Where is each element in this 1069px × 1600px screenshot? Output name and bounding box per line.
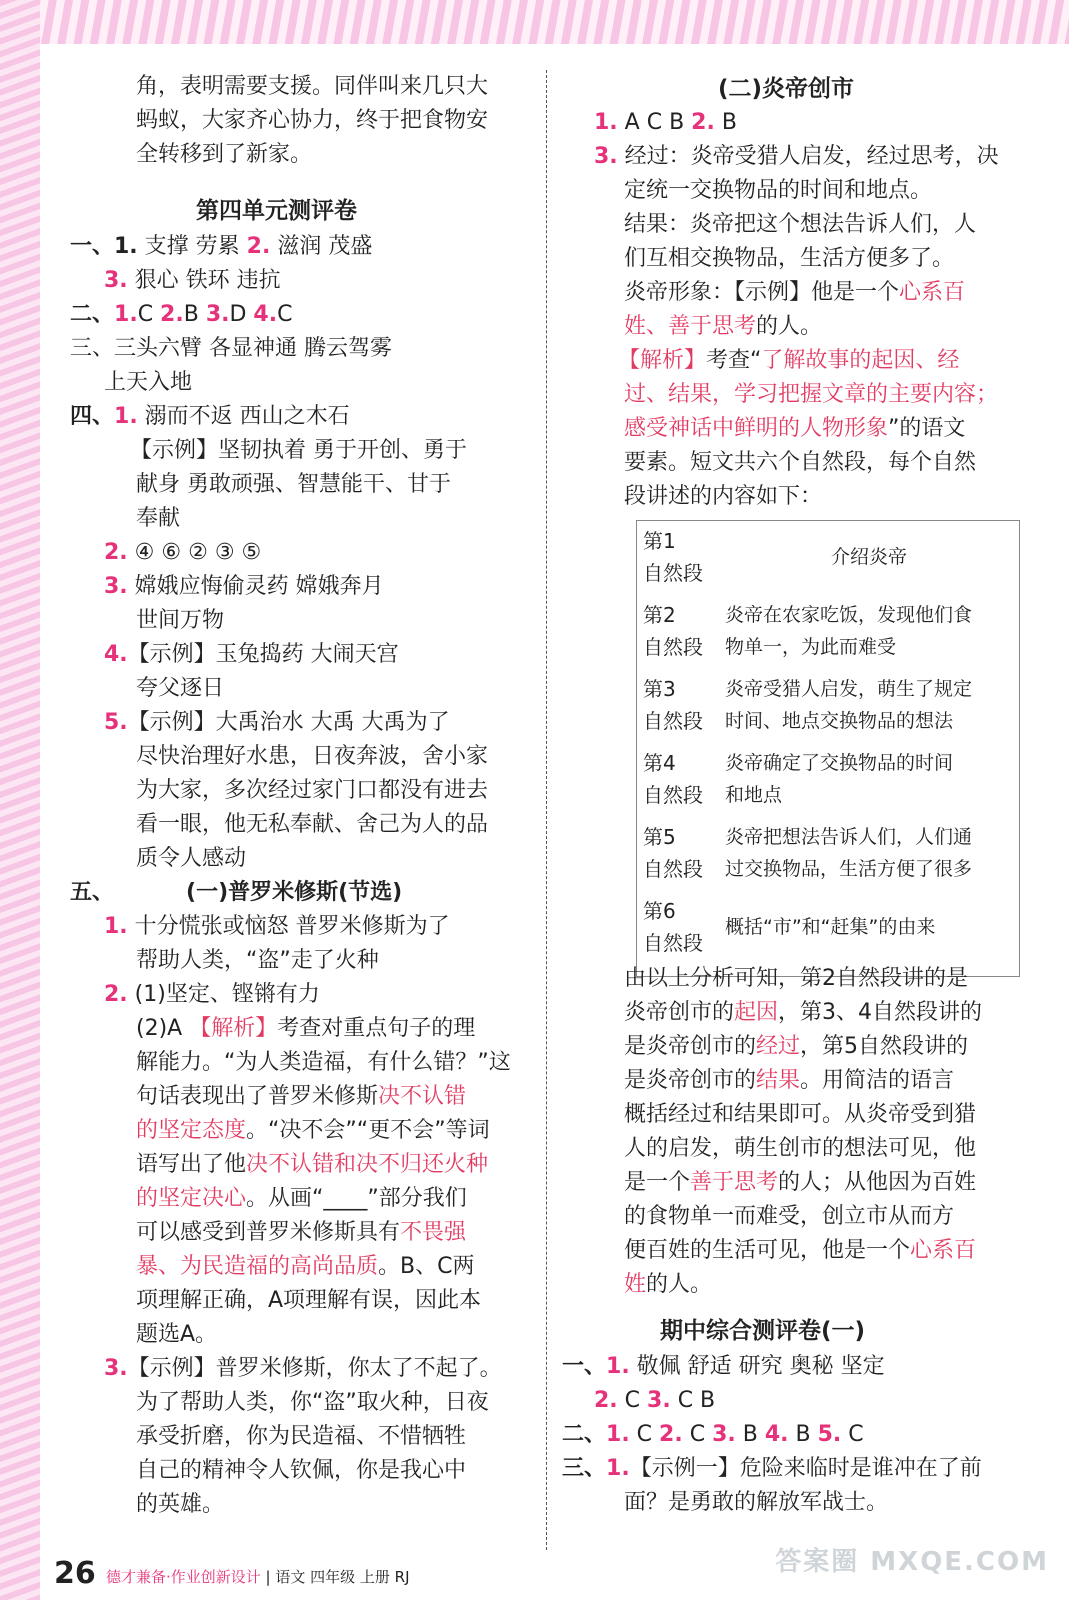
answer-line: 【示例】坚韧执着 勇于开创、勇于 xyxy=(130,438,467,463)
answer-line: 质令人感动 xyxy=(136,846,247,871)
analysis-line: 便百姓的生活可见，他是一个心系百 xyxy=(624,1238,977,1263)
footer-subject: | 语文 四年级 上册 RJ xyxy=(260,1568,410,1586)
answer-line: 解能力。“为人类造福，有什么错？”这 xyxy=(136,1050,511,1075)
analysis-line: 是一个善于思考的人；从他因为百姓 xyxy=(624,1170,977,1195)
analysis-line: 是炎帝创市的经过，第5自然段讲的 xyxy=(624,1034,969,1059)
top-decorative-border xyxy=(0,0,1069,44)
column-divider xyxy=(546,70,547,1550)
answer-line: 3.【示例】普罗米修斯，你太了不起了。 xyxy=(104,1356,502,1381)
answer-line: 题选A。 xyxy=(136,1322,218,1347)
answer-line: 1. 十分慌张或恼怒 普罗米修斯为了 xyxy=(104,914,450,939)
answer-line: 三、1.【示例一】危险来临时是谁冲在了前 xyxy=(562,1456,982,1481)
answer-line: 二、1.C 2.B 3.D 4.C xyxy=(70,302,293,327)
answer-line: 的英雄。 xyxy=(136,1492,225,1517)
answer-line: 们互相交换物品，生活方便多了。 xyxy=(624,246,955,271)
table-row-content: 炎帝把想法告诉人们，人们通 过交换物品，生活方便了很多 xyxy=(725,826,973,880)
answer-line: 一、1. 支撑 劳累 2. 滋润 茂盛 xyxy=(70,234,373,259)
section-header: 五、 (一)普罗米修斯(节选) xyxy=(70,880,403,905)
analysis-line: 感受神话中鲜明的人物形象”的语文 xyxy=(624,416,966,441)
table-row-label: 第4 自然段 xyxy=(643,751,703,807)
analysis-line: 人的启发，萌生创市的想法可见，他 xyxy=(624,1136,977,1161)
analysis-line: 由以上分析可知，第2自然段讲的是 xyxy=(624,966,968,991)
answer-line: 帮助人类，“盗”走了火种 xyxy=(136,948,379,973)
answer-line: (2)A 【解析】考查对重点句子的理 xyxy=(136,1016,476,1041)
unit4-title: 第四单元测评卷 xyxy=(196,198,357,224)
answer-line: 可以感受到普罗米修斯具有不畏强 xyxy=(136,1220,467,1245)
answer-line: 的坚定决心。从画“____”部分我们 xyxy=(136,1186,467,1211)
answer-line: 承受折磨，你为民造福、不惜牺牲 xyxy=(136,1424,467,1449)
table-row-label: 第2 自然段 xyxy=(643,603,703,659)
answer-line: 奉献 xyxy=(136,506,181,531)
answer-line: 看一眼，他无私奉献、舍己为人的品 xyxy=(136,812,489,837)
table-row-label: 第1 自然段 xyxy=(643,529,703,585)
analysis-line: 要素。短文共六个自然段，每个自然 xyxy=(624,450,977,475)
text-line: 全转移到了新家。 xyxy=(136,142,313,167)
answer-line: 项理解正确，A项理解有误，因此本 xyxy=(136,1288,482,1313)
answer-line: 暴、为民造福的高尚品质。B、C两 xyxy=(136,1254,475,1279)
answer-line: 的坚定态度。“决不会”“更不会”等词 xyxy=(136,1118,490,1143)
answer-line: 句话表现出了普罗米修斯决不认错 xyxy=(136,1084,467,1109)
analysis-line: 段讲述的内容如下： xyxy=(624,484,823,509)
answer-line: 结果：炎帝把这个想法告诉人们，人 xyxy=(624,212,977,237)
answer-line: 3. 嫦娥应悔偷灵药 嫦娥奔月 xyxy=(104,574,384,599)
answer-line: 5.【示例】大禹治水 大禹 大禹为了 xyxy=(104,710,450,735)
answer-line: 4.【示例】玉兔捣药 大闹天宫 xyxy=(104,642,399,667)
answer-line: 自己的精神令人钦佩，你是我心中 xyxy=(136,1458,467,1483)
text-line: 蚂蚁，大家齐心协力，终于把食物安 xyxy=(136,108,489,133)
answer-line: 2. (1)坚定、铿锵有力 xyxy=(104,982,320,1007)
table-row-content: 炎帝在农家吃饭，发现他们食 物单一，为此而难受 xyxy=(725,604,973,658)
answer-line: 姓、善于思考的人。 xyxy=(624,314,823,339)
answer-line: 一、1. 敬佩 舒适 研究 奥秘 坚定 xyxy=(562,1354,885,1379)
answer-line: 为了帮助人类，你“盗”取火种，日夜 xyxy=(136,1390,489,1415)
analysis-line: 炎帝创市的起因，第3、4自然段讲的 xyxy=(624,1000,983,1025)
analysis-line: 姓的人。 xyxy=(624,1272,713,1297)
table-row-label: 第6 自然段 xyxy=(643,899,703,955)
analysis-line: 【解析】考查“了解故事的起因、经 xyxy=(618,348,960,373)
midterm-title: 期中综合测评卷(一) xyxy=(660,1318,866,1344)
passage-title: (二)炎帝创市 xyxy=(718,76,855,102)
table-row-content: 炎帝确定了交换物品的时间 和地点 xyxy=(725,752,954,806)
table-row-label: 第3 自然段 xyxy=(643,677,703,733)
answer-line: 二、1. C 2. C 3. B 4. B 5. C xyxy=(562,1422,864,1447)
answer-line: 尽快治理好水患，日夜奔波，舍小家 xyxy=(136,744,489,769)
answer-line: 夸父逐日 xyxy=(136,676,225,701)
paragraph-table xyxy=(636,520,1020,977)
footer-info xyxy=(106,1566,410,1587)
analysis-line: 概括经过和结果即可。从炎帝受到猎 xyxy=(624,1102,977,1127)
answer-line: 2. C 3. C B xyxy=(594,1388,716,1413)
left-decorative-border xyxy=(0,0,40,1600)
answer-line: 面？是勇敢的解放军战士。 xyxy=(624,1490,889,1515)
table-row-content: 介绍炎帝 xyxy=(830,546,907,568)
answer-line: 1. A C B 2. B xyxy=(594,110,737,135)
answer-line: 3. 狠心 铁环 违抗 xyxy=(104,268,281,293)
answer-line: 定统一交换物品的时间和地点。 xyxy=(624,178,933,203)
answer-line: 为大家，多次经过家门口都没有进去 xyxy=(136,778,489,803)
table-row-label: 第5 自然段 xyxy=(643,825,703,881)
table-row-content: 炎帝受猎人启发，萌生了规定 时间、地点交换物品的想法 xyxy=(725,678,973,732)
analysis-line: 的食物单一而难受，创立市从而方 xyxy=(624,1204,955,1229)
answer-line: 炎帝形象：【示例】他是一个心系百 xyxy=(624,280,966,305)
answer-line: 世间万物 xyxy=(136,608,225,633)
table-row-content: 概括“市”和“赶集”的由来 xyxy=(725,916,936,938)
analysis-line: 过、结果，学习把握文章的主要内容； xyxy=(624,382,999,407)
answer-line: 3. 经过：炎帝受猎人启发，经过思考，决 xyxy=(594,144,999,169)
answer-line: 语写出了他决不认错和决不归还火种 xyxy=(136,1152,489,1177)
page-number: 26 xyxy=(54,1556,96,1591)
answer-line: 2. ④ ⑥ ② ③ ⑤ xyxy=(104,540,262,565)
analysis-line: 是炎帝创市的结果。用简洁的语言 xyxy=(624,1068,955,1093)
answer-line: 上天入地 xyxy=(104,370,193,395)
footer-brand: 德才兼备·作业创新设计 xyxy=(106,1568,261,1586)
answer-line: 三、三头六臂 各显神通 腾云驾雾 xyxy=(70,336,392,361)
answer-line: 四、1. 溺而不返 西山之木石 xyxy=(70,404,350,429)
text-line: 角，表明需要支援。同伴叫来几只大 xyxy=(136,74,489,99)
answer-line: 献身 勇敢顽强、智慧能干、甘于 xyxy=(136,472,451,497)
watermark: 答案圈 MXQE.COM xyxy=(775,1547,1049,1577)
